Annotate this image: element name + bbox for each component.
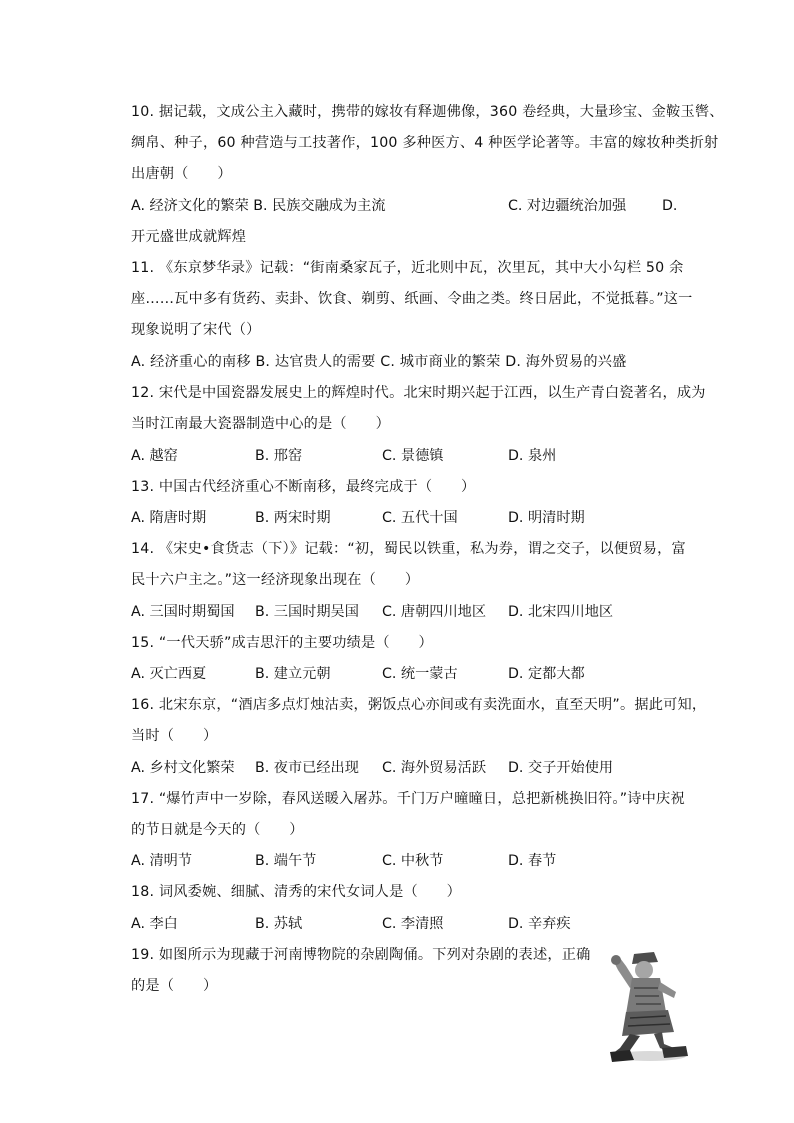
q17-option-c[interactable]: C. 中秋节 xyxy=(382,853,444,869)
q13-option-d[interactable]: D. 明清时期 xyxy=(508,510,585,526)
q12-option-a[interactable]: A. 越窑 xyxy=(131,448,178,464)
q17-line-2: 的节日就是今天的（ ） xyxy=(131,822,304,838)
q16-option-c[interactable]: C. 海外贸易活跃 xyxy=(382,760,487,776)
q10-line-3: 出唐朝（ ） xyxy=(131,166,232,182)
q16-option-a[interactable]: A. 乡村文化繁荣 xyxy=(131,760,235,776)
q17-line-1: 17. “爆竹声中一岁除，春风送暖入屠苏。千门万户曈曈日，总把新桃换旧符。”诗中庆祝 xyxy=(131,791,685,807)
q10-option-d-text: 开元盛世成就辉煌 xyxy=(131,229,247,245)
q13-option-b[interactable]: B. 两宋时期 xyxy=(255,510,331,526)
q10-option-c[interactable]: C. 对边疆统治加强 xyxy=(508,198,627,214)
q12-option-c[interactable]: C. 景德镇 xyxy=(382,448,444,464)
q10-option-ab[interactable]: A. 经济文化的繁荣 B. 民族交融成为主流 xyxy=(131,198,386,214)
q18-line-1: 18. 词风委婉、细腻、清秀的宋代女词人是（ ） xyxy=(131,884,462,900)
q19-line-1: 19. 如图所示为现藏于河南博物院的杂剧陶俑。下列对杂剧的表述，正确 xyxy=(131,947,591,963)
q15-option-d[interactable]: D. 定都大都 xyxy=(508,666,585,682)
q14-option-b[interactable]: B. 三国时期吴国 xyxy=(255,604,359,620)
q14-option-a[interactable]: A. 三国时期蜀国 xyxy=(131,604,235,620)
q16-line-2: 当时（ ） xyxy=(131,728,218,744)
q10-line-1: 10. 据记载，文成公主入藏时，携带的嫁妆有释迦佛像，360 卷经典，大量珍宝、金鞍玉辔、 xyxy=(131,104,724,120)
q16-option-d[interactable]: D. 交子开始使用 xyxy=(508,760,614,776)
q11-line-2: 座……瓦中多有货药、卖卦、饮食、剃剪、纸画、令曲之类。终日居此，不觉抵暮。”这一 xyxy=(131,291,693,307)
q14-option-d[interactable]: D. 北宋四川地区 xyxy=(508,604,614,620)
q16-line-1: 16. 北宋东京，“酒店多点灯烛沽卖，粥饭点心亦间或有卖洗面水，直至天明”。据此可知， xyxy=(131,697,707,713)
q15-option-b[interactable]: B. 建立元朝 xyxy=(255,666,331,682)
q15-line-1: 15. “一代天骄”成吉思汗的主要功绩是（ ） xyxy=(131,635,433,651)
q10-line-2: 绸帛、种子，60 种营造与工技著作，100 多种医方、4 种医学论著等。丰富的嫁妆种类折射 xyxy=(131,135,719,151)
q13-option-a[interactable]: A. 隋唐时期 xyxy=(131,510,207,526)
q17-option-b[interactable]: B. 端午节 xyxy=(255,853,317,869)
q17-option-a[interactable]: A. 清明节 xyxy=(131,853,193,869)
q18-option-b[interactable]: B. 苏轼 xyxy=(255,916,303,932)
q11-options[interactable]: A. 经济重心的南移 B. 达官贵人的需要 C. 城市商业的繁荣 D. 海外贸易的兴盛 xyxy=(131,354,627,370)
q12-option-d[interactable]: D. 泉州 xyxy=(508,448,557,464)
q16-option-b[interactable]: B. 夜市已经出现 xyxy=(255,760,359,776)
q18-option-d[interactable]: D. 辛弃疾 xyxy=(508,916,571,932)
q14-line-1: 14. 《宋史•食货志（下）》记载：“初，蜀民以铁重，私为券，谓之交子，以便贸易，富 xyxy=(131,541,686,557)
q10-option-d[interactable]: D. xyxy=(662,198,678,214)
q11-line-1: 11. 《东京梦华录》记载：“街南桑家瓦子，近北则中瓦，次里瓦，其中大小勾栏 50 余 xyxy=(131,260,684,276)
q13-line-1: 13. 中国古代经济重心不断南移，最终完成于（ ） xyxy=(131,479,476,495)
q15-option-c[interactable]: C. 统一蒙古 xyxy=(382,666,458,682)
q13-option-c[interactable]: C. 五代十国 xyxy=(382,510,458,526)
opera-figurine-image xyxy=(604,948,696,1064)
q12-line-2: 当时江南最大瓷器制造中心的是（ ） xyxy=(131,416,390,432)
q19-line-2: 的是（ ） xyxy=(131,978,218,994)
q15-option-a[interactable]: A. 灭亡西夏 xyxy=(131,666,207,682)
q14-line-2: 民十六户主之。”这一经济现象出现在（ ） xyxy=(131,572,420,588)
q18-option-c[interactable]: C. 李清照 xyxy=(382,916,444,932)
q12-line-1: 12. 宋代是中国瓷器发展史上的辉煌时代。北宋时期兴起于江西，以生产青白瓷著名，成为 xyxy=(131,385,706,401)
q18-option-a[interactable]: A. 李白 xyxy=(131,916,178,932)
q14-option-c[interactable]: C. 唐朝四川地区 xyxy=(382,604,487,620)
q11-line-3: 现象说明了宋代（） xyxy=(131,322,261,338)
q12-option-b[interactable]: B. 邢窑 xyxy=(255,448,303,464)
q17-option-d[interactable]: D. 春节 xyxy=(508,853,557,869)
